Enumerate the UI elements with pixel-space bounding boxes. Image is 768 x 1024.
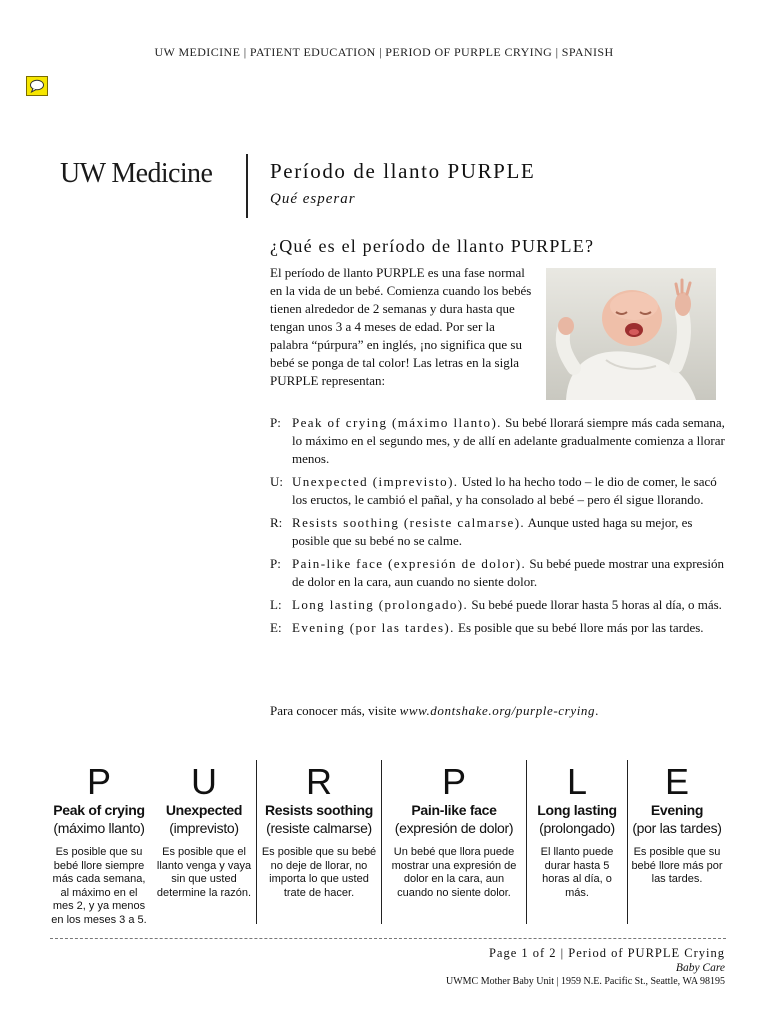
purple-spanish: (expresión de dolor)	[394, 820, 514, 836]
footer-page-number: Page 1 of 2 | Period of PURPLE Crying	[488, 946, 725, 960]
footer-address: UWMC Mother Baby Unit | 1959 N.E. Pacific St., Seattle, WA 98195	[445, 976, 725, 987]
purple-description: Es posible que su bebé no deje de llorar, no importa lo que usted trate de hacer.	[261, 846, 377, 899]
definition-text: Es posible que su bebé llore más por las tardes.	[454, 620, 704, 635]
header-breadcrumb: UW MEDICINE | PATIENT EDUCATION | PERIOD OF PURPLE CRYING | SPANISH	[154, 45, 614, 59]
definition-item	[270, 414, 726, 468]
purple-english: Long lasting	[537, 802, 617, 818]
purple-english: Resists soothing	[265, 802, 373, 818]
purple-english: Unexpected	[165, 802, 243, 818]
purple-letter: R	[306, 761, 332, 802]
purple-column-l	[526, 760, 627, 924]
learn-more	[270, 703, 598, 719]
purple-spanish: (máximo llanto)	[53, 820, 145, 836]
purple-letter: L	[566, 761, 588, 802]
definition-letter: R:	[270, 515, 283, 530]
definition-letter: P:	[270, 415, 281, 430]
definition-item	[270, 619, 726, 637]
definition-letter: U:	[270, 474, 283, 489]
definition-text: Aunque usted haga su mejor, es posible que su bebé no se calme.	[292, 515, 693, 548]
learn-more-suffix: .	[595, 703, 599, 718]
learn-more-prefix: Para conocer más, visite	[270, 703, 400, 718]
purple-column-u	[152, 760, 256, 924]
crying-baby-photo	[546, 268, 716, 400]
definition-item	[270, 473, 726, 509]
purple-spanish: (imprevisto)	[169, 820, 239, 836]
purple-english: Evening	[650, 802, 704, 818]
uw-medicine-logo: UW Medicine	[60, 158, 213, 189]
purple-description: El llanto puede durar hasta 5 horas al día, o más.	[540, 846, 614, 899]
definition-item	[270, 596, 726, 614]
purple-spanish: (prolongado)	[539, 820, 615, 836]
definition-text: Usted lo ha hecho todo – le dio de comer, le sacó los eructos, le cambió el pañal, y ha consolado al bebé – pero él sigue llorando.	[292, 474, 717, 507]
definition-term: Long lasting (prolongado).	[292, 597, 469, 612]
purple-letter: P	[86, 761, 111, 802]
page-subtitle: Qué esperar	[270, 191, 356, 207]
definition-text: Su bebé llorará siempre más cada semana, lo máximo en el segundo mes, y de allí en adelante gradualmente comienza a llorar menos.	[292, 415, 725, 466]
purple-description: Es posible que su bebé llore más por las tardes.	[631, 846, 723, 885]
footer-divider	[50, 938, 726, 939]
purple-spanish: (por las tardes)	[632, 820, 722, 836]
purple-definitions-list	[270, 414, 726, 642]
purple-column-p2	[381, 760, 526, 924]
purple-letter: P	[441, 761, 466, 802]
definition-item	[270, 555, 726, 591]
definition-term: Pain-like face (expresión de dolor).	[292, 556, 527, 571]
purple-letter: U	[191, 761, 217, 802]
definition-term: Unexpected (imprevisto).	[292, 474, 459, 489]
definition-text: Su bebé puede llorar hasta 5 horas al día, o más.	[468, 597, 722, 612]
intro-paragraph: El período de llanto PURPLE es una fase normal en la vida de un bebé. Comienza cuando los bebés tienen alrededor de 2 semanas y dura hasta que tengan unos 3 a 4 meses de edad. Por ser la palabra “púrpura” en inglés, ¡no significa que su bebé se ponga de tal color! Las letras en la sigla PURPLE representan:	[270, 265, 532, 388]
purple-description: Es posible que el llanto venga y vaya sin que usted determine la razón.	[156, 846, 252, 899]
logo-divider	[246, 154, 248, 218]
comment-icon[interactable]	[26, 76, 48, 96]
definition-text: Su bebé puede mostrar una expresión de dolor en la cara, aun cuando no siente dolor.	[292, 556, 724, 589]
purple-english: Peak of crying	[53, 802, 145, 818]
definition-term: Resists soothing (resiste calmarse).	[292, 515, 526, 530]
footer-category: Baby Care	[675, 962, 725, 974]
definition-term: Evening (por las tardes).	[292, 620, 455, 635]
definition-letter: E:	[270, 620, 282, 635]
purple-description: Es posible que su bebé llore siempre más cada semana, al máximo en el mes 2, y ya menos en los meses 3 a 5.	[51, 846, 147, 926]
definition-item	[270, 514, 726, 550]
speech-bubble-icon	[29, 79, 45, 93]
section-heading: ¿Qué es el período de llanto PURPLE?	[270, 236, 595, 256]
purple-column-p	[46, 760, 152, 924]
page-title: Período de llanto PURPLE	[270, 159, 536, 183]
purple-spanish: (resiste calmarse)	[266, 820, 372, 836]
purple-column-e	[627, 760, 726, 924]
learn-more-link[interactable]: www.dontshake.org/purple-crying	[399, 703, 596, 718]
purple-summary-table	[46, 760, 726, 924]
purple-description: Un bebé que llora puede mostrar una expresión de dolor en la cara, aun cuando no siente dolor.	[391, 846, 517, 899]
purple-column-r	[256, 760, 381, 924]
definition-letter: P:	[270, 556, 281, 571]
definition-letter: L:	[270, 597, 282, 612]
definition-term: Peak of crying (máximo llanto).	[292, 415, 502, 430]
purple-letter: E	[664, 761, 689, 802]
purple-english: Pain-like face	[411, 802, 497, 818]
